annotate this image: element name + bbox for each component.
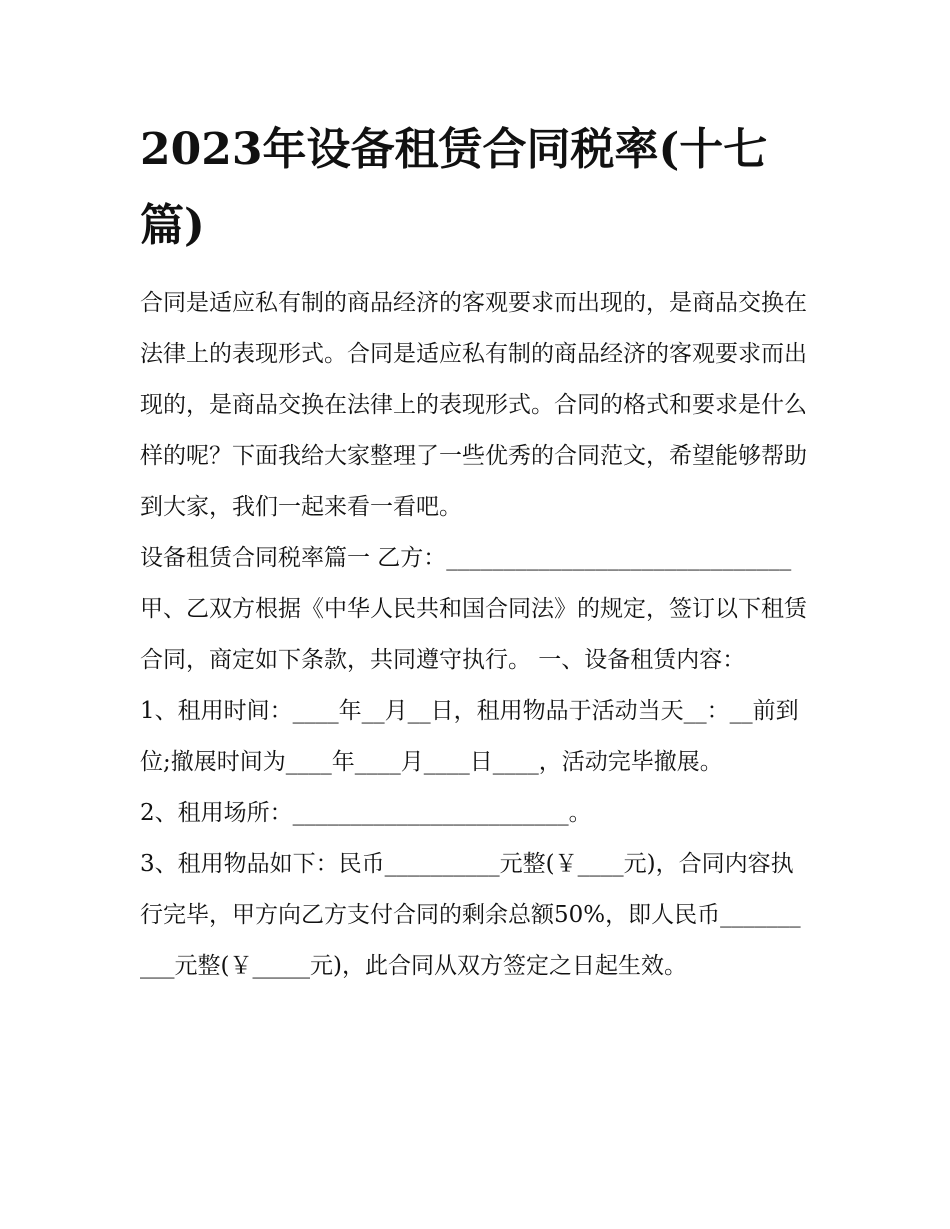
contract-header-paragraph: 设备租赁合同税率篇一 乙方：______________________________甲、乙双方根据《中华人民共和国合同法》的规定，签订以下租赁合同，商定如下条款，共同遵守执行。 一、设备租赁内容：	[140, 545, 807, 673]
clause-rental-items: 3、租用物品如下：民币__________元整(￥____元)，合同内容执行完毕，甲方向乙方支付合同的剩余总额50%，即人民币__________元整(￥_____元)，此合同从双方签定之日起生效。	[140, 851, 801, 979]
document-title: 2023年设备租赁合同税率(十七篇)	[140, 124, 768, 251]
intro-paragraph: 合同是适应私有制的商品经济的客观要求而出现的，是商品交换在法律上的表现形式。合同是适应私有制的商品经济的客观要求而出现的，是商品交换在法律上的表现形式。合同的格式和要求是什么样的呢？下面我给大家整理了一些优秀的合同范文，希望能够帮助到大家，我们一起来看一看吧。	[140, 290, 807, 520]
document-page	[140, 112, 812, 992]
clause-rental-place: 2、租用场所：________________________。	[140, 800, 592, 826]
clause-rental-time: 1、租用时间：____年__月__日，租用物品于活动当天__：__前到位;撤展时间为____年____月____日____，活动完毕撤展。	[140, 698, 799, 775]
